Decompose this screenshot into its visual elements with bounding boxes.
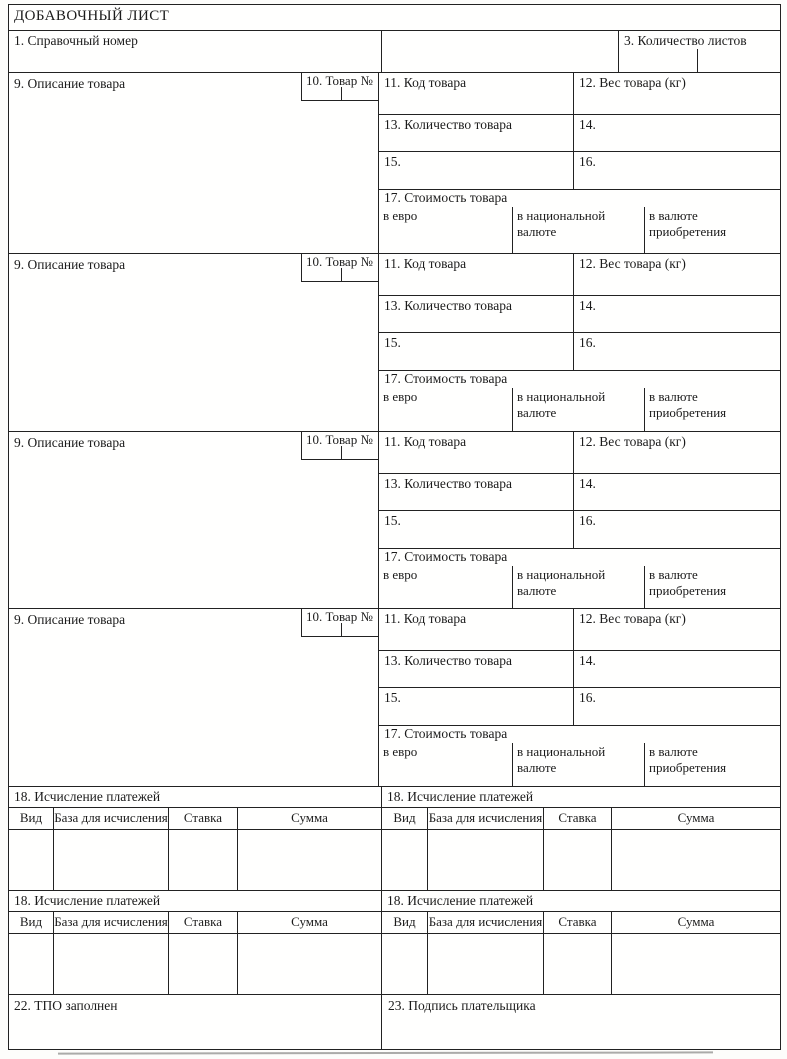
cost-label: 17. Стоимость товара [384,190,508,205]
cost-label: 17. Стоимость товара [384,371,508,386]
quantity-cell: 13. Количество товара [379,296,574,332]
payments-header [382,807,780,830]
additional-sheet-form [8,4,781,1050]
item-number-cell [301,432,378,460]
col-header-vid: Вид [9,808,54,829]
body-cell-base [54,934,169,994]
code-cell: 11. Код товара [379,609,574,650]
item-number-label: 10. Товар № [306,73,373,88]
weight-cell: 12. Вес товара (кг) [579,75,686,90]
box14-cell: 14. [579,117,596,132]
col-header-sum: Сумма [677,810,715,825]
body-cell-vid [9,830,54,890]
cost-label: 17. Стоимость товара [384,549,508,564]
payments-header [382,911,780,934]
goods-block-3 [9,431,780,608]
body-cell-vid [382,830,428,890]
weight-cell: 12. Вес товара (кг) [579,434,686,449]
body-cell-sum [238,830,381,890]
goods-detail-grid [379,609,780,786]
box14-cell: 14. [579,653,596,668]
col-header-vid: Вид [382,808,428,829]
box16-cell: 16. [579,690,596,705]
box14-cell: 14. [579,476,596,491]
goods-detail-grid [379,432,780,608]
item-number-divider [341,446,342,459]
cost-purchase-cell: в валюте приобретения [644,743,780,786]
description-label: 9. Описание товара [14,257,126,272]
col-header-rate: Ставка [544,912,612,933]
item-number-cell [301,609,378,637]
cost-label: 17. Стоимость товара [384,726,508,741]
body-cell-rate [544,934,612,994]
weight-cell: 12. Вес товара (кг) [579,611,686,626]
payments-title: 18. Исчисление платежей [387,789,534,804]
body-cell-vid [382,934,428,994]
form-title: ДОБАВОЧНЫЙ ЛИСТ [9,5,780,31]
ref-number-cell: 1. Справочный номер [9,31,382,72]
col-header-vid: Вид [382,912,428,933]
sheet-count-cell [618,31,780,72]
footer-row [9,994,780,1049]
tpo-cell: 22. ТПО заполнен [9,995,382,1049]
col-header-rate: Ставка [169,808,238,829]
cost-national-cell: в национальной валюте [512,207,644,253]
item-number-label: 10. Товар № [306,432,373,447]
col-header-sum: Сумма [291,810,328,825]
payments-table-4 [382,891,780,994]
cost-cell [379,548,780,608]
cost-cell [379,189,780,253]
sheet-count-divider [697,49,698,72]
body-cell-base [54,830,169,890]
header-row [9,31,780,72]
payments-table-1 [9,787,382,890]
item-number-divider [341,623,342,636]
payments-title: 18. Исчисление платежей [387,893,534,908]
description-cell [9,254,379,431]
item-number-divider [341,87,342,100]
col-header-base: База для исчисления [54,912,169,933]
body-cell-rate [169,934,238,994]
box16-cell: 16. [579,154,596,169]
payments-body [382,934,780,994]
description-label: 9. Описание товара [14,435,126,450]
cost-euro-cell: в евро [383,208,418,223]
payments-table-3 [9,891,382,994]
payments-title: 18. Исчисление платежей [14,789,161,804]
cost-national-cell: в национальной валюте [512,388,644,431]
payments-body [9,830,381,890]
body-cell-rate [544,830,612,890]
item-number-divider [341,268,342,281]
description-label: 9. Описание товара [14,76,126,91]
cost-purchase-cell: в валюте приобретения [644,566,780,608]
description-cell [9,73,379,253]
payments-row-1 [9,786,780,890]
description-cell [9,609,379,786]
goods-block-1 [9,72,780,253]
body-cell-base [428,830,544,890]
goods-block-2 [9,253,780,431]
payments-body [9,934,381,994]
goods-detail-grid [379,73,780,253]
col-header-base: База для исчисления [428,912,544,933]
code-cell: 11. Код товара [379,432,574,473]
box16-cell: 16. [579,513,596,528]
box15-cell: 15. [379,511,574,548]
code-cell: 11. Код товара [379,254,574,295]
item-number-label: 10. Товар № [306,609,373,624]
goods-detail-grid [379,254,780,431]
col-header-rate: Ставка [544,808,612,829]
description-label: 9. Описание товара [14,612,126,627]
cost-purchase-cell: в валюте приобретения [644,388,780,431]
col-header-vid: Вид [9,912,54,933]
cost-euro-cell: в евро [383,744,418,759]
item-number-cell [301,73,378,101]
col-header-sum: Сумма [677,914,715,929]
cost-national-cell: в национальной валюте [512,566,644,608]
cost-purchase-cell: в валюте приобретения [644,207,780,253]
cost-cell [379,725,780,786]
quantity-cell: 13. Количество товара [379,115,574,151]
col-header-base: База для исчисления [428,808,544,829]
payments-header [9,911,381,934]
box14-cell: 14. [579,298,596,313]
body-cell-sum [612,830,780,890]
description-cell [9,432,379,608]
body-cell-base [428,934,544,994]
col-header-sum: Сумма [291,914,328,929]
quantity-cell: 13. Количество товара [379,651,574,687]
cost-euro-cell: в евро [383,567,418,582]
quantity-cell: 13. Количество товара [379,474,574,510]
body-cell-sum [238,934,381,994]
code-cell: 11. Код товара [379,73,574,114]
payments-body [382,830,780,890]
box15-cell: 15. [379,333,574,370]
cost-euro-cell: в евро [383,389,418,404]
col-header-base: База для исчисления [54,808,169,829]
box16-cell: 16. [579,335,596,350]
box15-cell: 15. [379,688,574,725]
payments-title: 18. Исчисление платежей [14,893,161,908]
header-middle-cell [382,31,618,72]
goods-block-4 [9,608,780,786]
cost-cell [379,370,780,431]
body-cell-sum [612,934,780,994]
signature-cell: 23. Подпись плательщика [388,998,536,1013]
item-number-label: 10. Товар № [306,254,373,269]
scan-artifact-line [58,1051,713,1054]
box15-cell: 15. [379,152,574,189]
weight-cell: 12. Вес товара (кг) [579,256,686,271]
item-number-cell [301,254,378,282]
payments-row-2 [9,890,780,994]
col-header-rate: Ставка [169,912,238,933]
body-cell-vid [9,934,54,994]
payments-header [9,807,381,830]
sheet-count-label: 3. Количество листов [624,33,747,48]
cost-national-cell: в национальной валюте [512,743,644,786]
payments-table-2 [382,787,780,890]
body-cell-rate [169,830,238,890]
